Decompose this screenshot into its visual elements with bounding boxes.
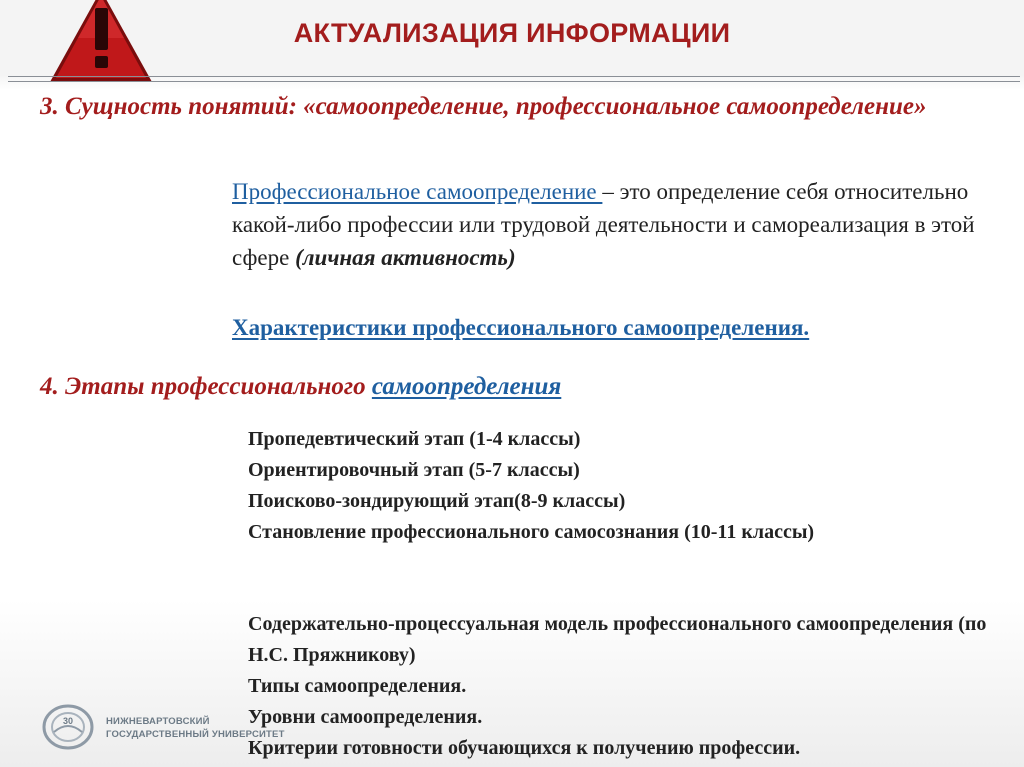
university-name bbox=[106, 715, 306, 741]
characteristics-paragraph bbox=[232, 311, 992, 344]
stages-list bbox=[248, 424, 908, 548]
extra-topic-item: Содержательно-процессуальная модель профессионального самоопределения (по Н.С. Пряжникову) bbox=[248, 613, 987, 666]
extra-topic-item: Уровни самоопределения. bbox=[248, 706, 483, 728]
university-logo bbox=[40, 702, 300, 752]
section-4-heading-prefix: 4. Этапы профессионального bbox=[40, 373, 372, 400]
stage-item: Поисково-зондирующий этап(8-9 классы) bbox=[248, 490, 626, 512]
term-link-professional-self-determination[interactable]: Профессиональное самоопределение bbox=[232, 179, 603, 204]
university-name-line-2: ГОСУДАРСТВЕННЫЙ УНИВЕРСИТЕТ bbox=[106, 729, 285, 740]
definition-text: – это определение себя относительно какой-либо профессии или трудовой деятельности и самореализация в этой сфере bbox=[232, 179, 975, 270]
stage-item: Становление профессионального самосознания (10-11 классы) bbox=[248, 521, 815, 543]
stage-item: Пропедевтический этап (1-4 классы) bbox=[248, 428, 581, 450]
self-determination-link[interactable]: самоопределения bbox=[371, 373, 562, 400]
characteristics-link[interactable]: Характеристики профессионального самоопределения. bbox=[232, 315, 810, 340]
section-4-heading bbox=[40, 370, 840, 404]
university-name-line-1: НИЖНЕВАРТОВСКИЙ bbox=[106, 716, 210, 727]
section-3-heading: 3. Сущность понятий: «самоопределение, профессиональное самоопределение» bbox=[40, 93, 927, 120]
extra-topic-item: Критерии готовности обучающихся к получению профессии. bbox=[248, 737, 801, 759]
stage-item: Ориентировочный этап (5-7 классы) bbox=[248, 459, 580, 481]
extra-topic-item: Типы самоопределения. bbox=[248, 675, 467, 697]
university-emblem-icon bbox=[40, 702, 96, 752]
extra-topics-list bbox=[248, 609, 1008, 764]
emblem-number: 30 bbox=[62, 716, 74, 726]
definition-emphasis: (личная активность) bbox=[295, 245, 516, 270]
definition-paragraph bbox=[232, 175, 1007, 274]
title-divider bbox=[8, 76, 1020, 82]
slide-title: АКТУАЛИЗАЦИЯ ИНФОРМАЦИИ bbox=[293, 18, 731, 48]
